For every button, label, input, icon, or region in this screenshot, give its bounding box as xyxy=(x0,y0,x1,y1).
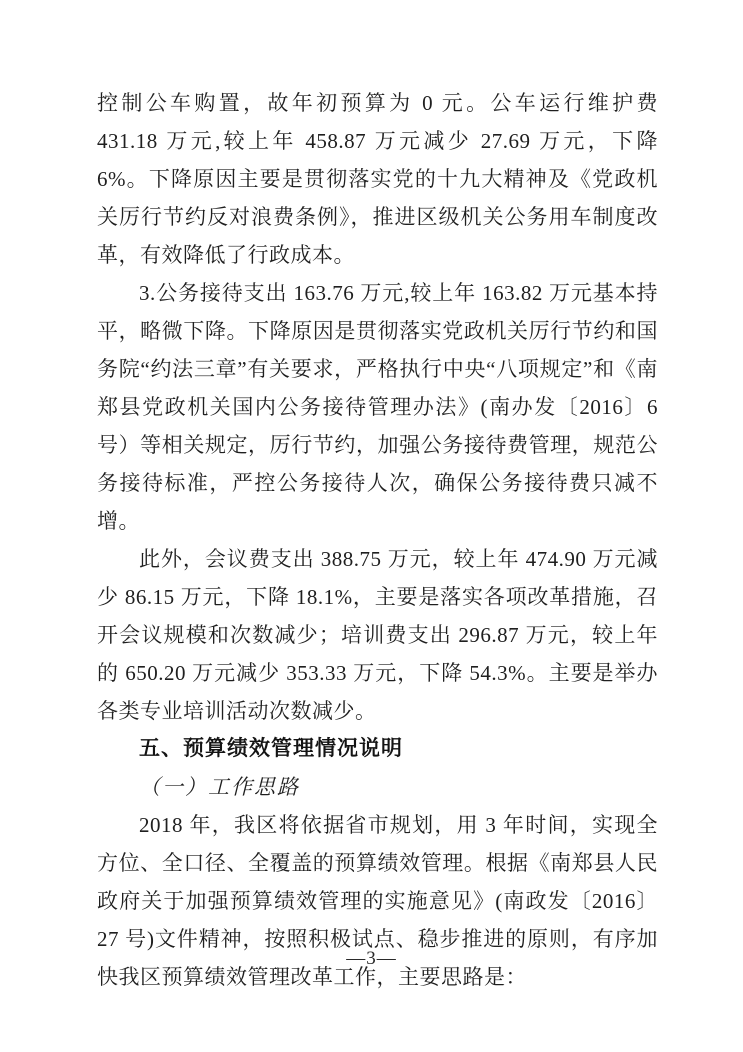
paragraph-vehicle-maintenance-expense: 控制公车购置，故年初预算为 0 元。公车运行维护费 431.18 万元,较上年 458.87 万元减少 27.69 万元，下降 6%。下降原因主要是贯彻落实党的十九大精神及《党政机关厉行节约反对浪费条例》，推进区级机关公务用车制度改革，有效降低了行政成本。 xyxy=(97,91,658,267)
subsection-heading-work-approach: （一）工作思路 xyxy=(139,775,300,799)
page-number: —3— xyxy=(346,948,397,969)
section-heading-budget-performance: 五、预算绩效管理情况说明 xyxy=(139,737,403,760)
paragraph-2018-work-plan: 2018 年，我区将依据省市规划，用 3 年时间，实现全方位、全口径、全覆盖的预算绩效管理。根据《南郑县人民政府关于加强预算绩效管理的实施意见》(南政发〔2016〕27 号)文件精神，按照积极试点、稳步推进的原则，有序加快我区预算绩效管理改革工作，主要思路是： xyxy=(97,813,658,989)
paragraph-official-reception-expense: 3.公务接待支出 163.76 万元,较上年 163.82 万元基本持平，略微下降。下降原因是贯彻落实党政机关厉行节约和国务院“约法三章”有关要求，严格执行中央“八项规定”和《南郑县党政机关国内公务接待管理办法》(南办发〔2016〕6 号）等相关规定，厉行节约，加强公务接待费管理，规范公务接待标准，严控公务接待人次，确保公务接待费只减不增。 xyxy=(97,281,658,533)
paragraph-meeting-training-expense: 此外，会议费支出 388.75 万元，较上年 474.90 万元减少 86.15 万元，下降 18.1%，主要是落实各项改革措施，召开会议规模和次数减少；培训费支出 296.87 万元，较上年的 650.20 万元减少 353.33 万元，下降 54.3%。主要是举办各类专业培训活动次数减少。 xyxy=(97,547,658,723)
document-text-block xyxy=(97,84,658,996)
